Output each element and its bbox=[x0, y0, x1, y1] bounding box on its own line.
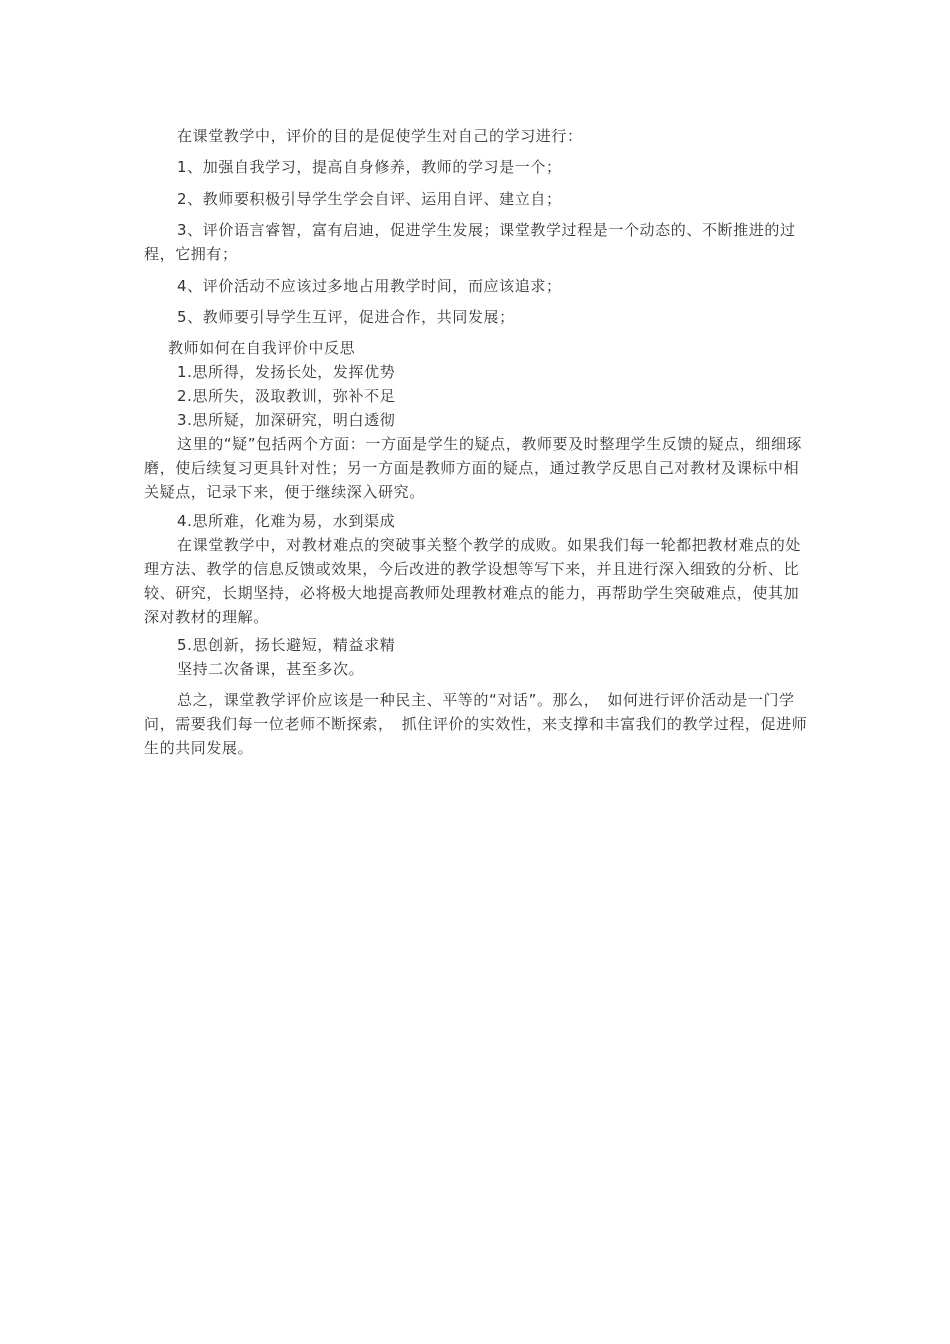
point-5: 5、教师要引导学生互评，促进合作，共同发展； bbox=[177, 308, 515, 326]
reflection-item-3-detail: 这里的“疑”包括两个方面：一方面是学生的疑点，教师要及时整理学生反馈的疑点，细细琢磨，使后续复习更具针对性；另一方面是教师方面的疑点，通过教学反思自己对教材及课标中相关疑点，记录下来，便于继续深入研究。 bbox=[144, 435, 803, 501]
reflection-item-1: 1.思所得，发扬长处，发挥优势 bbox=[177, 363, 396, 381]
reflection-item-4-detail: 在课堂教学中，对教材难点的突破事关整个教学的成败。如果我们每一轮都把教材难点的处理方法、教学的信息反馈或效果，今后改进的教学设想等写下来，并且进行深入细致的分析、比较、研究，长期坚持，必将极大地提高教师处理教材难点的能力，再帮助学生突破难点，使其加深对教材的理解。 bbox=[144, 536, 802, 626]
point-1: 1、加强自我学习，提高自身修养，教师的学习是一个； bbox=[177, 158, 562, 176]
intro-paragraph: 在课堂教学中，评价的目的是促使学生对自己的学习进行： bbox=[177, 127, 583, 145]
reflection-item-2: 2.思所失，汲取教训，弥补不足 bbox=[177, 387, 396, 405]
point-4: 4、评价活动不应该过多地占用教学时间，而应该追求； bbox=[177, 277, 562, 295]
conclusion-paragraph: 总之，课堂教学评价应该是一种民主、平等的“对话”。那么， 如何进行评价活动是一门学问，需要我们每一位老师不断探索， 抓住评价的实效性，来支撑和丰富我们的教学过程，促进师生的共同发展。 bbox=[144, 691, 808, 757]
reflection-item-3: 3.思所疑，加深研究，明白透彻 bbox=[177, 411, 396, 429]
point-3: 3、评价语言睿智，富有启迪，促进学生发展；课堂教学过程是一个动态的、不断推进的过程，它拥有； bbox=[144, 221, 796, 263]
reflection-item-4: 4.思所难，化难为易，水到渠成 bbox=[177, 512, 396, 530]
point-2: 2、教师要积极引导学生学会自评、运用自评、建立自； bbox=[177, 190, 562, 208]
reflection-item-5: 5.思创新，扬长避短，精益求精 bbox=[177, 636, 396, 654]
reflection-item-5-detail: 坚持二次备课，甚至多次。 bbox=[177, 660, 365, 678]
reflection-heading: 教师如何在自我评价中反思 bbox=[168, 339, 356, 357]
